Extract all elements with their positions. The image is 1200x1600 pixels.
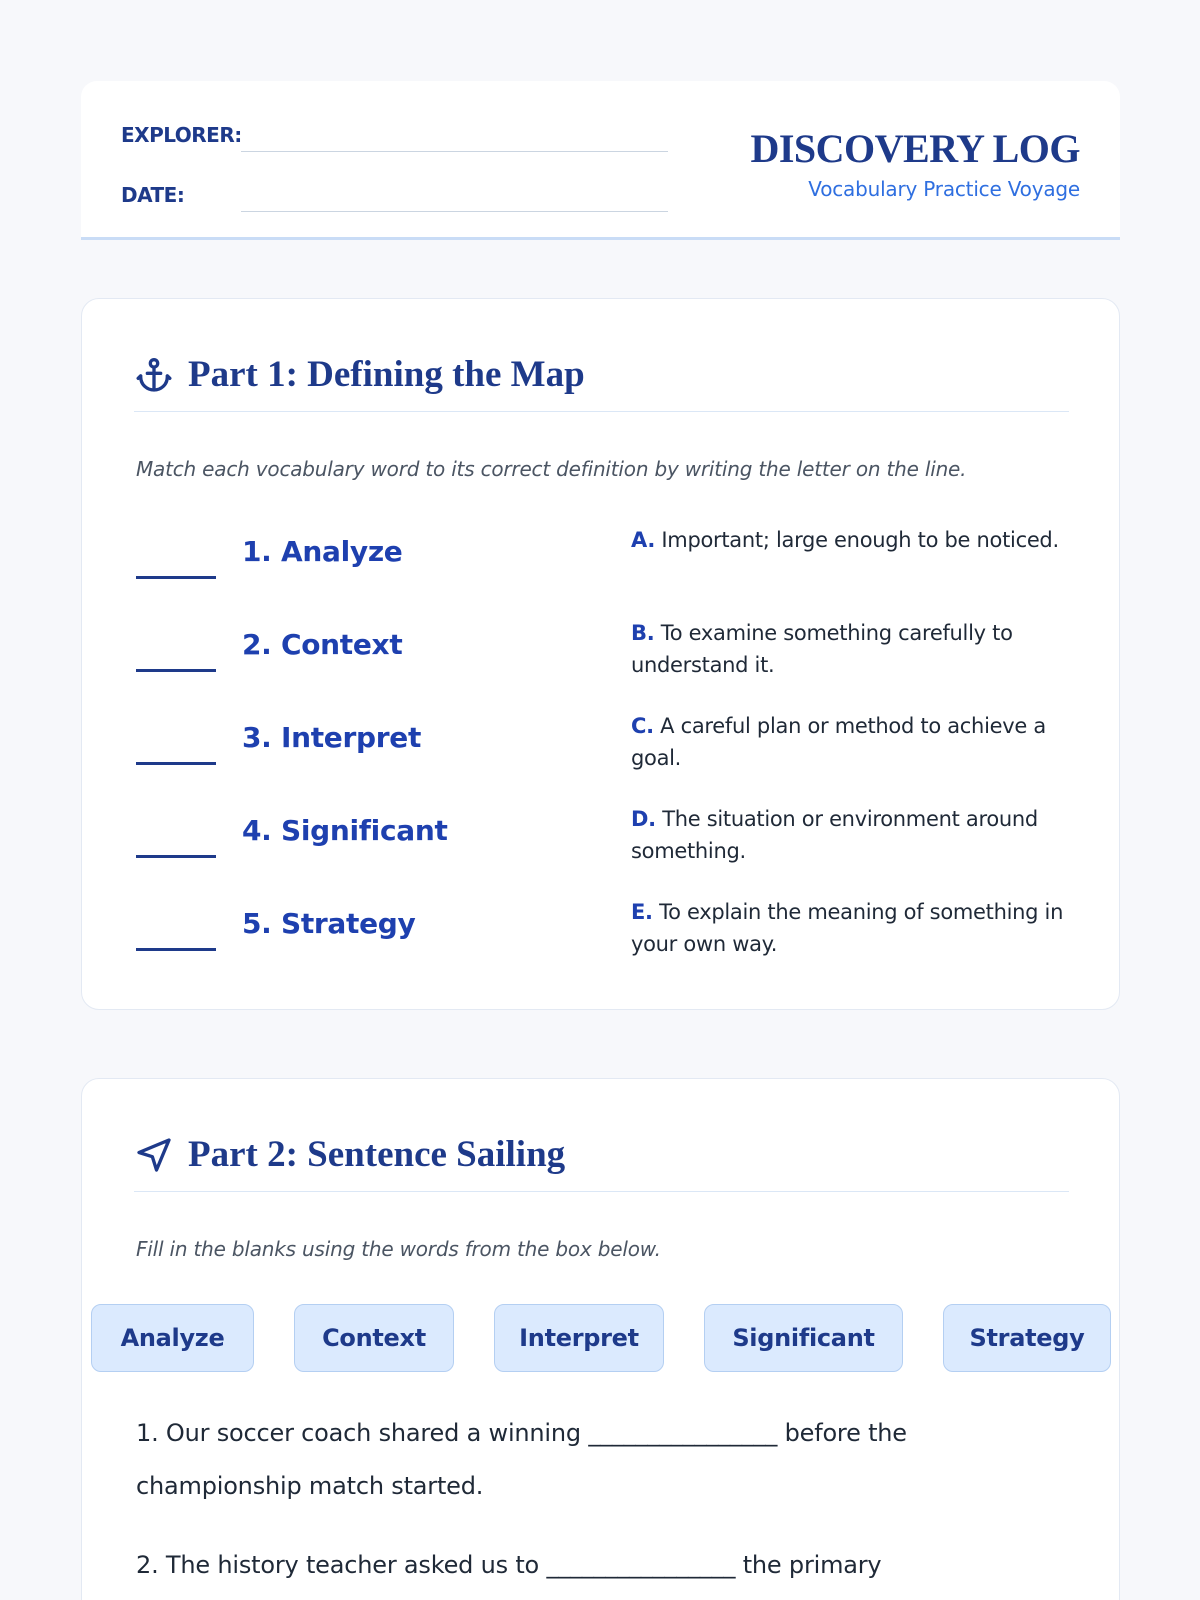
part2-card bbox=[81, 1078, 1120, 1600]
explorer-name-line[interactable] bbox=[241, 151, 668, 152]
part2-instruction: Fill in the blanks using the words from the box below. bbox=[136, 1237, 661, 1261]
sentence-item: 2. The history teacher asked us to ________________ the primary bbox=[136, 1551, 882, 1579]
word-chip: Analyze bbox=[91, 1304, 254, 1372]
answer-blank[interactable] bbox=[136, 669, 216, 672]
definition-letter: C. bbox=[631, 714, 654, 738]
sentence-item: 1. Our soccer coach shared a winning ________________ before the championship match started. bbox=[136, 1419, 907, 1500]
date-line[interactable] bbox=[241, 211, 668, 212]
definition-letter: B. bbox=[631, 621, 655, 645]
definition bbox=[631, 617, 1071, 681]
word-chip: Interpret bbox=[494, 1304, 664, 1372]
match-row bbox=[136, 715, 1071, 795]
answer-blank[interactable] bbox=[136, 762, 216, 765]
answer-blank[interactable] bbox=[136, 576, 216, 579]
definition-text: A careful plan or method to achieve a goal. bbox=[631, 714, 1046, 770]
vocab-term: 3. Interpret bbox=[242, 721, 422, 754]
vocab-term: 5. Strategy bbox=[242, 907, 416, 940]
part2-title: Part 2: Sentence Sailing bbox=[188, 1134, 566, 1175]
definition bbox=[631, 896, 1071, 960]
definition bbox=[631, 710, 1071, 774]
worksheet-header bbox=[81, 81, 1120, 240]
part1-header bbox=[134, 351, 1069, 412]
definition-letter: D. bbox=[631, 807, 656, 831]
definition-text: To explain the meaning of something in your own way. bbox=[631, 900, 1064, 956]
explorer-label: EXPLORER: bbox=[121, 123, 242, 147]
navigation-arrow-icon bbox=[134, 1135, 174, 1175]
answer-blank[interactable] bbox=[136, 948, 216, 951]
match-row bbox=[136, 901, 1071, 981]
definition bbox=[631, 803, 1071, 867]
word-chip: Context bbox=[294, 1304, 454, 1372]
match-row bbox=[136, 529, 1071, 609]
part1-card bbox=[81, 298, 1120, 1010]
page-subtitle: Vocabulary Practice Voyage bbox=[808, 177, 1080, 201]
answer-blank[interactable] bbox=[136, 855, 216, 858]
definition bbox=[631, 524, 1071, 556]
part2-header bbox=[134, 1131, 1069, 1192]
date-label: DATE: bbox=[121, 183, 185, 207]
word-chip: Significant bbox=[704, 1304, 903, 1372]
definition-letter: E. bbox=[631, 900, 653, 924]
vocab-term: 1. Analyze bbox=[242, 535, 403, 568]
part1-instruction: Match each vocabulary word to its correct definition by writing the letter on the line. bbox=[136, 457, 967, 481]
page-title: DISCOVERY LOG bbox=[750, 126, 1080, 171]
definition-text: Important; large enough to be noticed. bbox=[655, 528, 1059, 552]
anchor-icon bbox=[134, 355, 174, 395]
definition-letter: A. bbox=[631, 528, 656, 552]
word-chip: Strategy bbox=[943, 1304, 1111, 1372]
match-row bbox=[136, 808, 1071, 888]
definition-text: To examine something carefully to understand it. bbox=[631, 621, 1013, 677]
match-row bbox=[136, 622, 1071, 702]
vocab-term: 2. Context bbox=[242, 628, 403, 661]
definition-text: The situation or environment around something. bbox=[631, 807, 1038, 863]
part1-title: Part 1: Defining the Map bbox=[188, 354, 585, 395]
vocab-term: 4. Significant bbox=[242, 814, 448, 847]
